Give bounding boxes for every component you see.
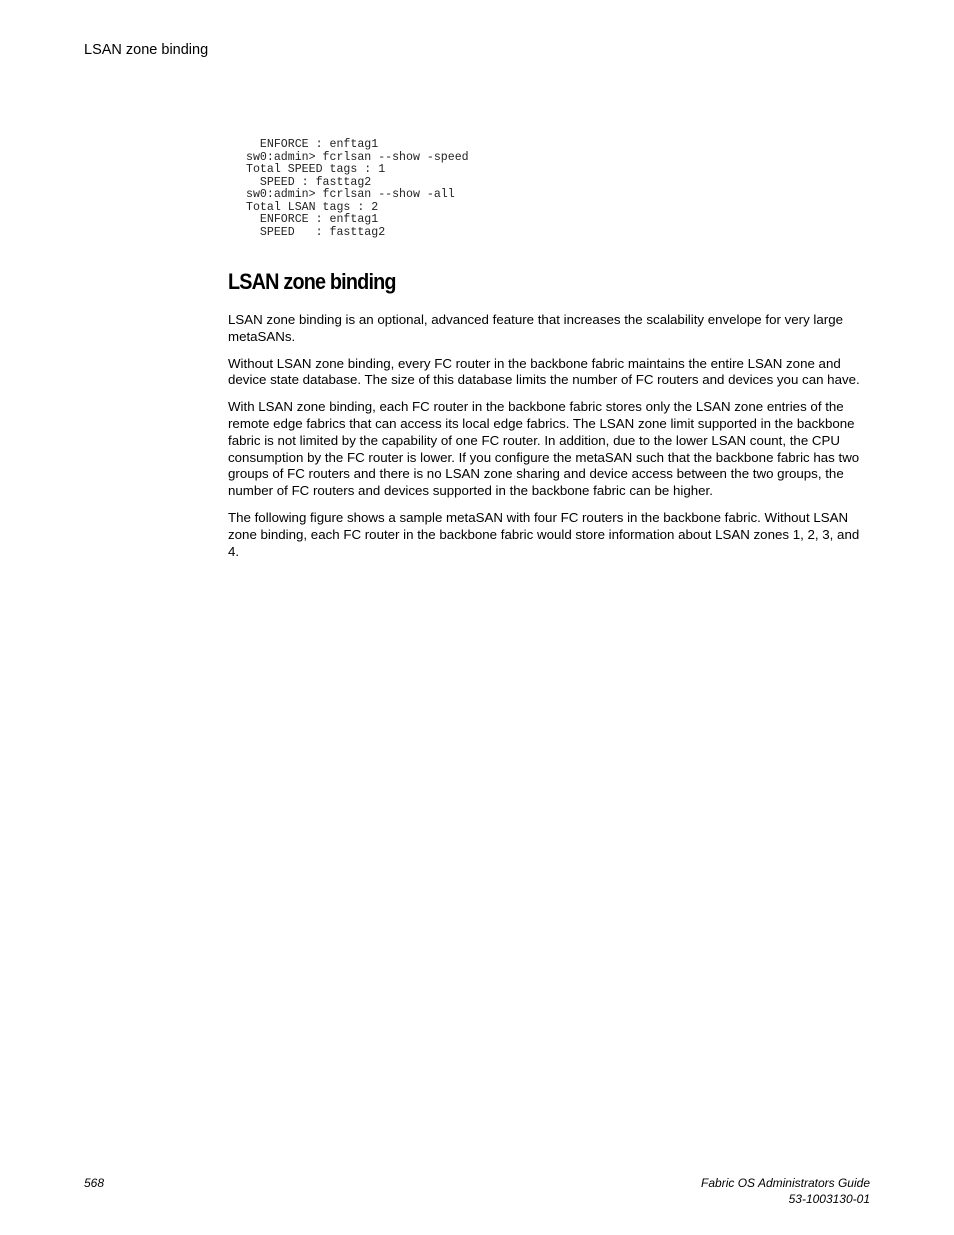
code-line: ENFORCE : enftag1 [246, 138, 379, 151]
running-header: LSAN zone binding [84, 42, 209, 58]
paragraph: With LSAN zone binding, each FC router in the backbone fabric stores only the LSAN zone entries of the remote edge fabrics that can access its local edge fabrics. The LSAN zone limit supported in the backbone fabric is not limited by the capability of one FC router. In addition, due to the lower LSAN count, the CPU consumption by the FC router is lower. If you configure the metaSAN such that the backbone fabric has two groups of FC routers and there is no LSAN zone sharing and device access between the two groups, the number of FC routers and devices supported in the backbone fabric can be higher. [228, 399, 860, 499]
code-line: SPEED : fasttag2 [246, 225, 386, 239]
doc-title: Fabric OS Administrators Guide [701, 1176, 870, 1190]
footer-doc-info [701, 1175, 870, 1207]
code-line: SPEED : fasttag2 [246, 175, 372, 189]
section-heading: LSAN zone binding [228, 269, 396, 294]
paragraph: LSAN zone binding is an optional, advanced feature that increases the scalability envelope for very large metaSANs. [228, 312, 843, 344]
code-line: sw0:admin> fcrlsan --show -all [246, 188, 455, 201]
code-block [246, 139, 469, 239]
code-line: Total SPEED tags : 1 [246, 163, 386, 176]
code-line: Total LSAN tags : 2 [246, 200, 379, 214]
code-line: ENFORCE : enftag1 [246, 213, 379, 226]
page-number: 568 [84, 1176, 105, 1190]
paragraph: Without LSAN zone binding, every FC router in the backbone fabric maintains the entire LSAN zone and device state database. The size of this database limits the number of FC routers and devices you can have. [228, 355, 860, 388]
paragraph: The following figure shows a sample metaSAN with four FC routers in the backbone fabric. Without LSAN zone binding, each FC router in the backbone fabric would store information about LSAN zones 1, 2, 3, and 4. [228, 509, 860, 559]
body-text [228, 312, 868, 570]
doc-number: 53-1003130-01 [788, 1192, 870, 1206]
code-line: sw0:admin> fcrlsan --show -speed [246, 150, 469, 164]
